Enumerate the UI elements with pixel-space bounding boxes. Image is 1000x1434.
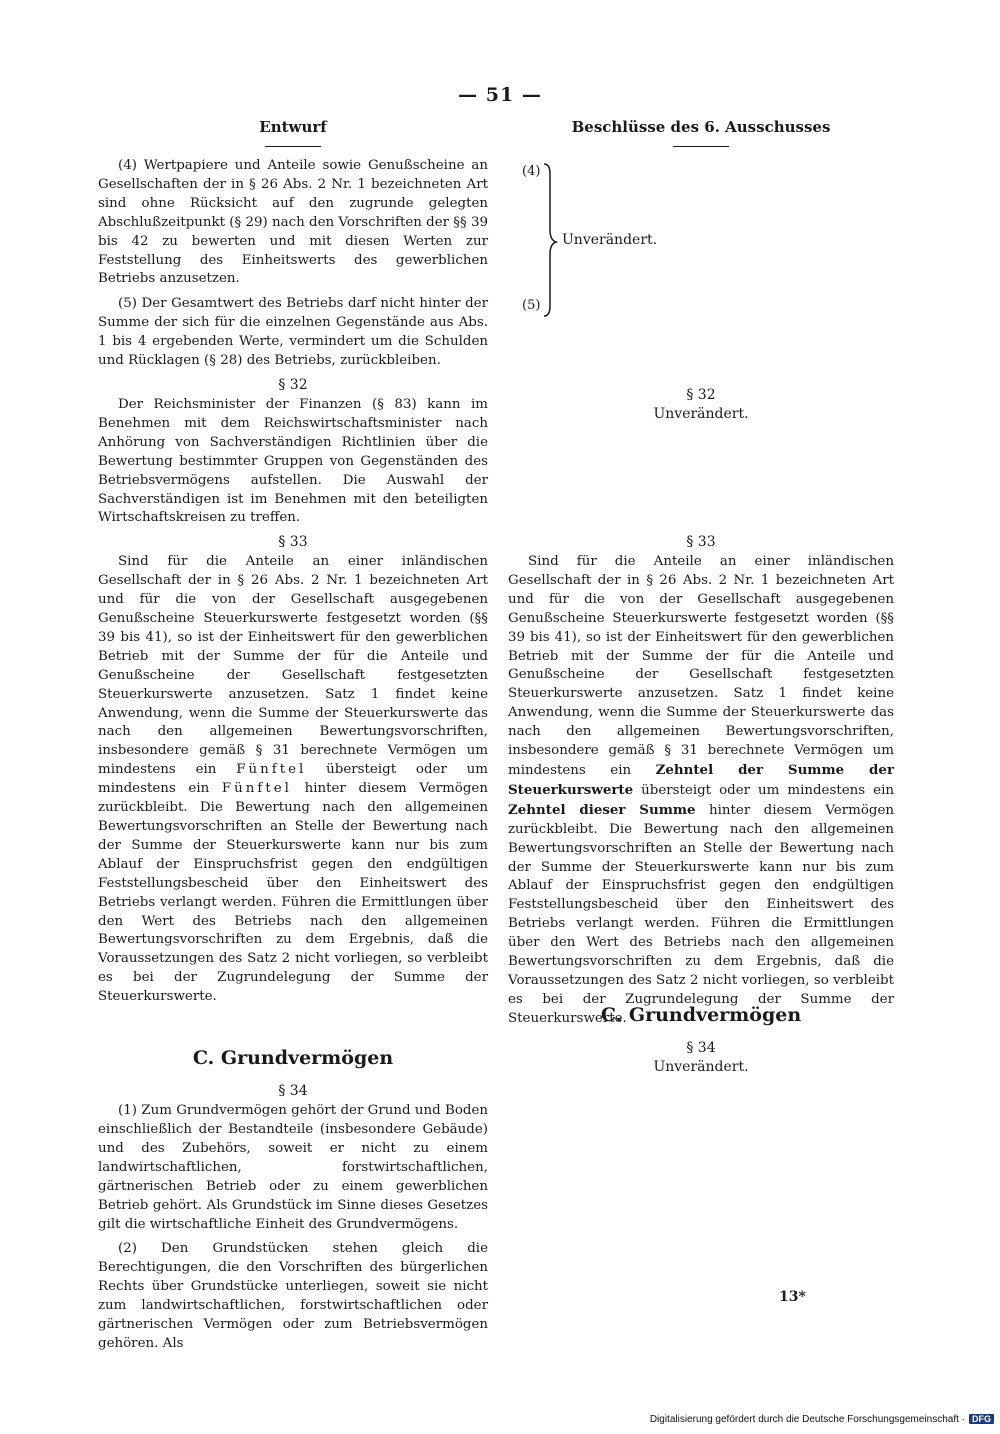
right-label-5: (5)	[522, 298, 541, 313]
right-heading: Beschlüsse des 6. Ausschusses	[571, 118, 831, 136]
left-section-32-heading: § 32	[278, 376, 308, 393]
left-s33-fuenftel-1: Fünftel	[236, 762, 307, 778]
left-section-33-heading: § 33	[278, 534, 308, 551]
curly-brace-icon	[540, 160, 560, 320]
right-s33-part-a: Sind für die Anteile an einer inländischen Gesellschaft der in § 26 Abs. 2 Nr. 1 bezeichneten Art und für die von der Gesellschaft ausgegebenen Genußscheine Steuerkurswerte festgesetzt worden (§§ 39 bis 41), so ist der Einheitswert für den gewerblichen Betrieb mit der Summe der für die Anteile und Genußscheine der Gesellschaft festgesetzten Steuerkurswerte anzusetzen. Satz 1 findet keine Anwendung, wenn die Summe der Steuerkurswerte das nach den allgemeinen Bewertungsvorschriften, insbesondere gemäß § 31 berechnete Vermögen um mindestens ein	[508, 554, 894, 778]
right-section-32-heading: § 32	[686, 387, 716, 403]
left-para-4: (4) Wertpapiere und Anteile sowie Genußscheine an Gesellschaften der in § 26 Abs. 2 Nr. 1 bezeichneten Art sind ohne Rücksicht auf den zugrunde gelegten Abschlußzeitpunkt (§ 29) nach den Vorschriften der §§ 39 bis 42 zu bewerten und mit diesen Werten zur Feststellung des Einheitswerts des gewerblichen Betriebs anzusetzen.	[98, 158, 488, 287]
left-s33-fuenftel-2: Fünftel	[221, 781, 292, 797]
left-section-32-text: Der Reichsminister der Finanzen (§ 83) kann im Benehmen mit dem Reichswirtschaftsminister nach Anhörung von Sachverständigen Richtlinien über die Bewertung bestimmter Gruppen von Gegenständen des Betriebsvermögens aufstellen. Die Auswahl der Sachverständigen ist im Benehmen mit den beteiligten Wirtschaftskreisen zu treffen.	[98, 396, 488, 526]
left-heading: Entwurf	[259, 118, 327, 136]
right-section-33	[508, 532, 894, 1035]
left-column	[98, 118, 488, 1360]
right-section-32-unchanged: Unverändert.	[653, 406, 749, 422]
sheet-signature-mark: 13*	[779, 1289, 806, 1305]
left-section-34-para-2: (2) Den Grundstücken stehen gleich die Berechtigungen, die den Vorschriften des bürgerlichen Rechts über Grundstücke unterliegen, soweit sie nicht zum landwirtschaftlichen, forstwirtschaftlichen oder gärtnerischen Vermögen oder zum Betriebsvermögen gehören. Als	[98, 1241, 488, 1351]
left-para-5: (5) Der Gesamtwert des Betriebs darf nicht hinter der Summe der sich für die einzelnen Gegenstände aus Abs. 1 bis 4 ergebenden Werte, vermindert um die Schulden und Rücklagen (§ 28) des Betriebs, zurückbleiben.	[98, 296, 488, 369]
left-heading-rule	[265, 146, 321, 147]
page-number: — 51 —	[458, 84, 542, 106]
right-label-4: (4)	[522, 164, 541, 179]
left-section-c-title: C. Grundvermögen	[192, 1047, 394, 1070]
right-section-c	[508, 1004, 894, 1075]
left-section-34-heading: § 34	[278, 1083, 308, 1100]
left-section-33-text	[98, 553, 488, 1007]
left-section-34-para-1: (1) Zum Grundvermögen gehört der Grund und Boden einschließlich der Bestandteile (insbesondere Gebäude) und des Zubehörs, soweit er nicht zu einem landwirtschaftlichen, forstwirtschaftlichen, gärtnerischen Betrieb oder zu einem gewerblichen Betrieb gehört. Als Grundstück im Sinne dieses Gesetzes gilt die wirtschaftliche Einheit des Grundvermögens.	[98, 1103, 488, 1232]
right-column	[508, 118, 894, 157]
dfg-logo: DFG	[969, 1414, 994, 1424]
right-section-34-heading: § 34	[686, 1040, 716, 1056]
left-s33-part-c: übersteigt oder um mindestens ein	[98, 762, 488, 797]
right-s33-part-e: hinter diesem Vermögen zurückbleibt. Die Bewertung nach den allgemeinen Bewertungsvorschriften an Stelle der Bewertung nach der Summe der Steuerkurswerte kann nur bis zum Ablauf der Einspruchsfrist gegen den endgültigen Feststellungsbescheid über den Einheitswert des Betriebs verlangt werden. Führen die Ermittlungen über den Wert des Betriebs nach den allgemeinen Bewertungsvorschriften zu dem Ergebnis, daß die Voraussetzungen des Satz 2 nicht vorliegen, so verbleibt es bei der Zugrundelegung der Summe der Steuerkurswerte.	[508, 802, 895, 1026]
left-s33-part-a: Sind für die Anteile an einer inländischen Gesellschaft der in § 26 Abs. 2 Nr. 1 bezeichneten Art und für die von der Gesellschaft ausgegebenen Genußscheine Steuerkurswerte festgesetzt worden (§§ 39 bis 41), so ist der Einheitswert für den gewerblichen Betrieb mit der Summe der für die Anteile und Genußscheine der Gesellschaft festgesetzten Steuerkurswerte anzusetzen. Satz 1 findet keine Anwendung, wenn die Summe der Steuerkurswerte das nach den allgemeinen Bewertungsvorschriften, insbesondere gemäß § 31 berechnete Vermögen um mindestens ein	[98, 554, 488, 778]
right-unchanged-4-5: Unverändert.	[562, 232, 658, 248]
right-s33-part-c: übersteigt oder um mindestens ein	[641, 782, 894, 798]
right-s33-zehntel-1: Zehntel der Summe der Steuerkurswerte	[508, 761, 894, 798]
right-section-c-title: C. Grundvermögen	[600, 1004, 802, 1026]
right-section-33-text	[508, 553, 894, 1029]
footer-text: Digitalisierung gefördert durch die Deutsche Forschungsgemeinschaft ·	[649, 1414, 965, 1425]
right-section-32	[508, 385, 894, 422]
right-section-33-heading: § 33	[686, 534, 716, 550]
right-heading-rule	[673, 146, 729, 147]
footer-credit	[650, 1414, 994, 1425]
right-section-34-unchanged: Unverändert.	[653, 1059, 749, 1075]
left-s33-part-e: hinter diesem Vermögen zurückbleibt. Die Bewertung nach den allgemeinen Bewertungsvorschriften an Stelle der Bewertung nach der Summe der Steuerkurswerte kann nur bis zum Ablauf der Einspruchsfrist gegen den endgültigen Feststellungsbescheid über den Einheitswert des Betriebs verlangt werden. Führen die Ermittlungen über den Wert des Betriebs nach den allgemeinen Bewertungsvorschriften zu dem Ergebnis, daß die Voraussetzungen des Satz 2 nicht vorliegen, so verbleibt es bei der Zugrundelegung der Summe der Steuerkurswerte.	[98, 781, 488, 1005]
right-s33-zehntel-2: Zehntel dieser Summe	[508, 801, 696, 818]
